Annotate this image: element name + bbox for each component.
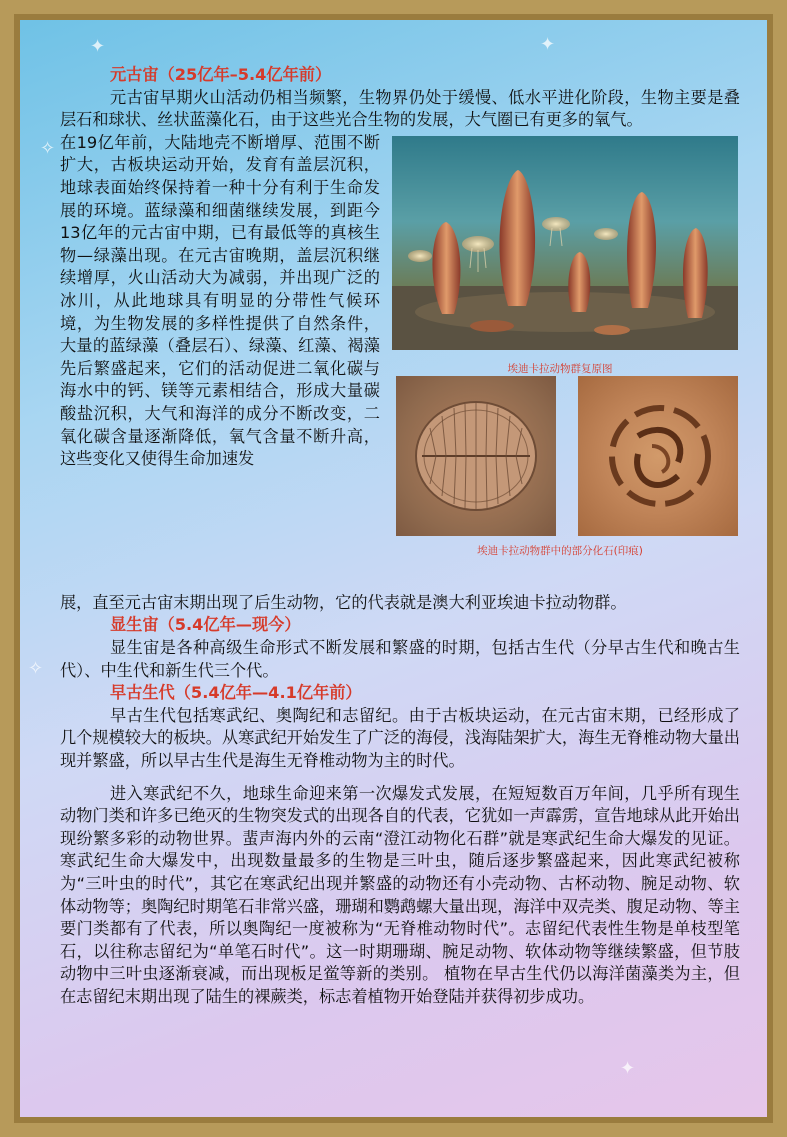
sparkle-icon: ✧ <box>28 658 44 679</box>
article <box>60 64 740 1008</box>
dickinsonia-fossil-image <box>396 376 556 536</box>
paragraph-proterozoic-intro: 元古宙早期火山活动仍相当频繁，生物界仍处于缓慢、低水平进化阶段，生物主要是叠层石和球状、丝状蓝藻化石，由于这些光合生物的发展，大气圈已有更多的氧气。 <box>60 87 740 130</box>
section-heading-phanerozoic: 显生宙（5.4亿年—现今） <box>110 615 301 635</box>
dickinsonia-fossil-illustration <box>396 376 556 536</box>
ediacara-reconstruction-image <box>392 136 738 350</box>
page <box>20 20 767 1117</box>
sparkle-icon: ✦ <box>90 36 106 57</box>
paragraph-early-paleozoic-1: 早古生代包括寒武纪、奥陶纪和志留纪。由于古板块运动，在元古宙末期，已经形成了几个规模较大的板块。从寒武纪开始发生了广泛的海侵，浅海陆架扩大，海生无脊椎动物大量出现并繁盛，所以早古生代是海生无脊椎动物为主的时代。 <box>60 705 740 770</box>
paragraph-proterozoic-closing: 展，直至元古宙末期出现了后生动物，它的代表就是澳大利亚埃迪卡拉动物群。 <box>60 592 627 612</box>
paragraph-proterozoic-wrapped: 在19亿年前，大陆地壳不断增厚、范围不断扩大，古板块运动开始，发育有盖层沉积，地球表面始终保持着一种十分有利于生命发展的环境。蓝绿藻和细菌继续发展，到距今13亿年的元古宙中期，已有最低等的真核生物—绿藻出现。在元古宙晚期，盖层沉积继续增厚，火山活动大为减弱，并出现广泛的冰川，从此地球具有明显的分带性气候环境，为生物发展的多样性提供了自然条件，大量的蓝绿藻（叠层石）、绿藻、红藻、褐藻先后繁盛起来，它们的活动促进二氧化碳与海水中的钙、镁等元素相结合，形成大量碳酸盐沉积，大气和海洋的成分不断改变，二氧化碳含量逐渐降低，氧气含量不断升高，这些变化又使得生命加速发 <box>60 132 380 469</box>
section-heading-proterozoic: 元古宙（25亿年–5.4亿年前） <box>110 65 332 84</box>
figure-caption-fossils: 埃迪卡拉动物群中的部分化石(印痕) <box>477 544 643 557</box>
sparkle-icon: ✧ <box>40 138 56 159</box>
section-heading-early-paleozoic: 早古生代（5.4亿年—4.1亿年前） <box>110 683 362 703</box>
tribrachidium-fossil-illustration <box>578 376 738 536</box>
paragraph-early-paleozoic-2: 进入寒武纪不久，地球生命迎来第一次爆发式发展，在短短数百万年间，几乎所有现生动物门类和许多已绝灭的生物突发式的出现各自的代表，它犹如一声霹雳，宣告地球从此开始出现纷繁多彩的动物世界。蜚声海内外的云南“澄江动物化石群”就是寒武纪生命大爆发的见证。寒武纪生命大爆发中，出现数量最多的生物是三叶虫，随后逐步繁盛起来，因此寒武纪被称为“三叶虫的时代”，其它在寒武纪出现并繁盛的动物还有小壳动物、古杯动物、腕足动物、软体动物等；奥陶纪时期笔石非常兴盛，珊瑚和鹦鹉螺大量出现，海洋中双壳类、腹足动物、等主要门类都有了代表，所以奥陶纪一度被称为“无脊椎动物时代”。志留纪代表性生物是单枝型笔石，以往称志留纪为“单笔石时代”。这一时期珊瑚、腕足动物、软体动物等继续繁盛，但节肢动物中三叶虫逐渐衰减，而出现板足鲎等新的类别。 植物在早古生代仍以海洋菌藻类为主，但在志留纪末期出现了陆生的裸蕨类，标志着植物开始登陆并获得初步成功。 <box>60 783 740 1006</box>
figure-caption-reconstruction: 埃迪卡拉动物群复原图 <box>507 362 613 375</box>
sparkle-icon: ✦ <box>620 1058 636 1079</box>
paragraph-phanerozoic: 显生宙是各种高级生命形式不断发展和繁盛的时期，包括古生代（分早古生代和晚古生代）、中生代和新生代三个代。 <box>60 637 740 680</box>
text-with-figures <box>60 132 740 592</box>
sparkle-icon: ✦ <box>540 34 556 55</box>
ediacara-scene-illustration <box>392 136 738 350</box>
figure-column <box>380 132 740 592</box>
tribrachidium-fossil-image <box>578 376 738 536</box>
